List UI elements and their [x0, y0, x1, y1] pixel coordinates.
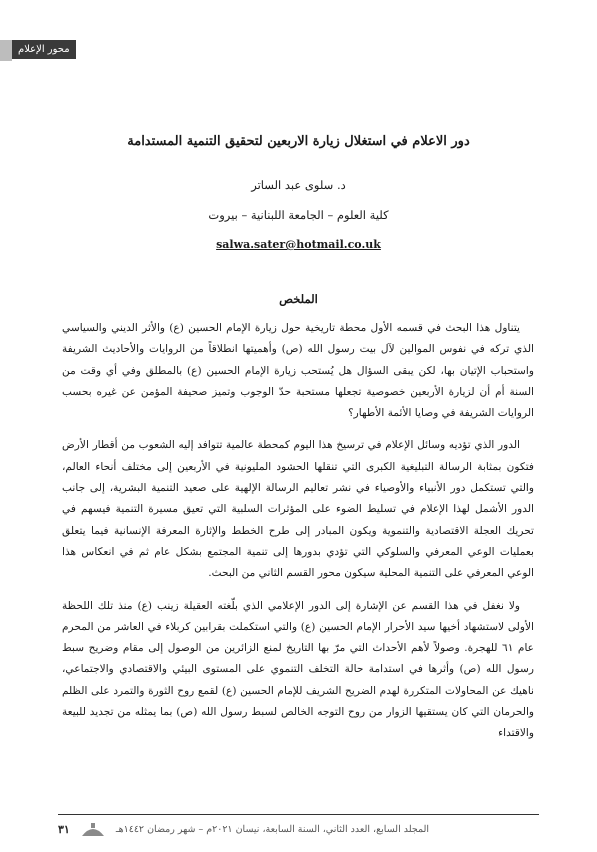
author-email[interactable]: salwa.sater@hotmail.co.uk: [216, 238, 381, 251]
journal-info: المجلد السابع، العدد الثاني، السنة السابعة، نيسان ٢٠٢١م – شهر رمضان ١٤٤٢هـ: [115, 823, 430, 835]
author-name: د. سلوى عبد الساتر: [251, 178, 346, 192]
article-title: دور الاعلام في استغلال زيارة الاربعين لتحقيق التنمية المستدامة: [127, 134, 470, 149]
abstract-paragraph-3: ولا نغفل في هذا القسم عن الإشارة إلى الدور الإعلامي الذي بلّغته العقيلة زينب (ع) منذ تلك اللحظة الأولى لاستشهاد أخيها سيد الأحرار الإمام الحسين (ع) والتي استكملت بقرابين كربلاء في العاشر من المحرم عام ٦١ للهجرة. وصولاً لأهم الأحداث التي مرّ بها التاريخ لمنع الزائرين من الوصول إلى مقام وضريح سبط رسول الله (ص) وأثرها في استدامة حالة التخلف التنموي على المستوى البيئي والاقتصادي والاجتماعي، ناهيك عن المحاولات المتكررة لهدم الضريح الشريف للإمام الحسين (ع) لقمع روح الثورة والتمرد على الظلم والحرمان التي كان يستقيها الزوار من روح التوجه الخالص لسبط رسول الله (ص) بما يمثله من تجديد للبيعة والاقتداء: [62, 599, 534, 740]
abstract-paragraph-1: يتناول هذا البحث في قسمه الأول محطة تاريخية حول زيارة الإمام الحسين (ع) والأثر الديني والسياسي الذي تركه في نفوس الموالين لآل بيت رسول الله (ص) وأهميتها انطلاقاً من الروايات والأحاديث الشريفة واستحباب الإتيان بها، لكن يبقى السؤال هل يُستحب زيارة الإمام الحسين (ع) بالمطلق وفي أي وقت من السنة أم أن لزيارة الأربعين خصوصية تجعلها مستحبة حدّ الوجوب وتميز صحيفة المؤمن عن غيره بحسب الروايات الشريفة في وصايا الأئمة الأطهار؟: [62, 322, 534, 420]
page-footer: [58, 820, 538, 838]
journal-logo-icon: [80, 820, 106, 838]
section-tag: محور الإعلام: [12, 40, 76, 59]
abstract-heading: الملخص: [279, 292, 318, 306]
footer-divider: [58, 814, 539, 815]
abstract-paragraph-2: الدور الذي تؤديه وسائل الإعلام في ترسيخ هذا اليوم كمحطة عالمية تتوافد إليه الشعوب من أقطار الأرض فتكون بمثابة الرسالة التبليغية الكبرى التي تنقلها الحشود المليونية في الأربعين إلى مختلف أنحاء العالم، والتي تستكمل دور الأنبياء والأوصياء في نشر تعاليم الرسالة الإلهية على صعيد التنمية البشرية، إلى جانب الدور الأشمل لهذا الإعلام في تسليط الضوء على المؤثرات السلبية التي تعيق مسيرة التنمية فيسهم في تحريك العجلة الاقتصادية والتنموية ويكون المبادر إلى طرح الخطط والإثارة المعرفة الإنسانية فيما يتعلق بعمليات الوعي المعرفي والسلوكي التي تؤدي بدورها إلى تنمية المجتمع بشكل عام ثم في انعكاس هذا الوعي المعرفي على التنمية المحلية سيكون محور القسم الثاني من البحث.: [62, 439, 534, 580]
author-affiliation: كلية العلوم – الجامعة اللبنانية – بيروت: [208, 208, 389, 222]
abstract-body: [62, 318, 534, 756]
page-tag-edge: [0, 40, 12, 61]
page-number: ٣١: [58, 822, 70, 836]
